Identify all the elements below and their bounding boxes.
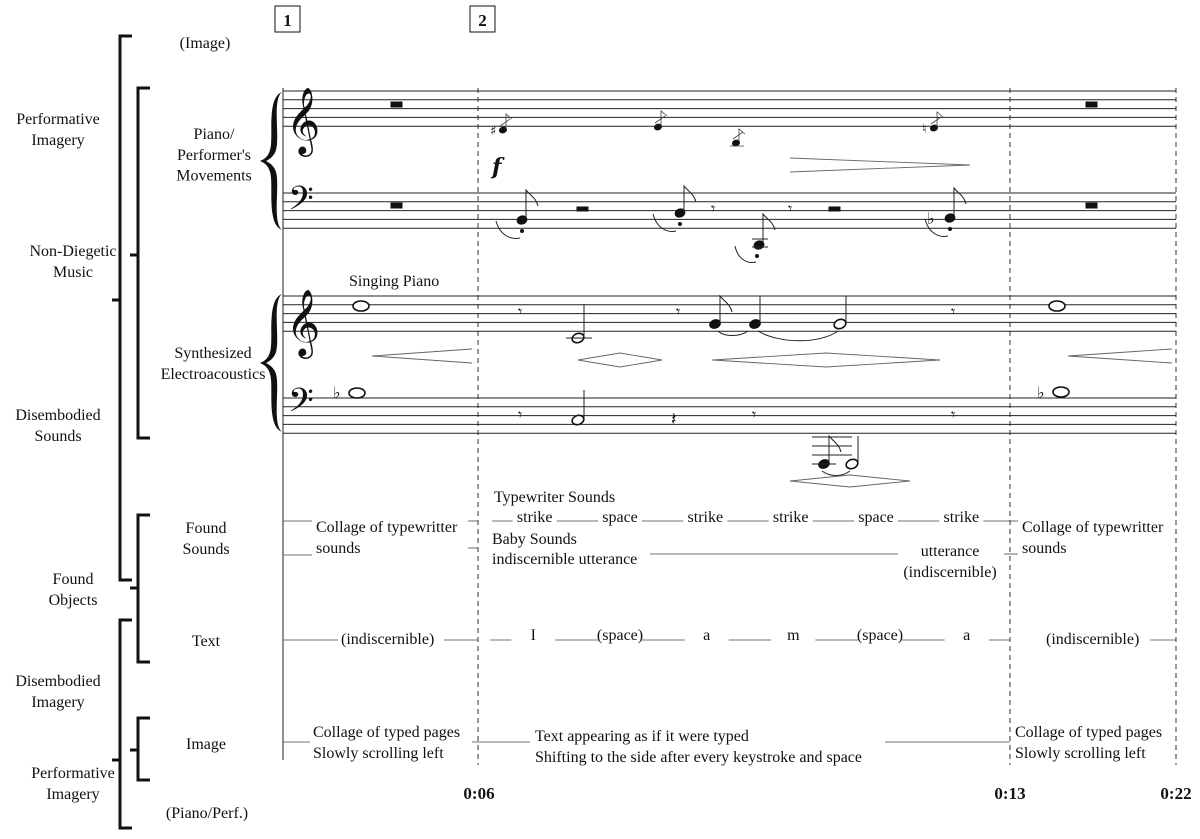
marker-2-label: 2: [478, 11, 487, 30]
timestamp-0-13: 0:13: [994, 784, 1026, 803]
lower-category-brace: [112, 620, 132, 828]
hairpin-diamond: [790, 475, 910, 487]
track-piano-perf: (Piano/Perf.): [165, 805, 249, 822]
text-right: (indiscernible): [1046, 631, 1140, 648]
text-item-3: m: [787, 627, 800, 644]
track-image: Image: [186, 736, 226, 753]
svg-text:♮: ♮: [922, 122, 927, 137]
track-found-sounds: Found Sounds: [182, 520, 230, 558]
whole-note: [1049, 301, 1065, 311]
inner-brace-found: [130, 515, 150, 662]
inner-brace-piano: [130, 88, 150, 438]
hairpin-diamond: [578, 353, 662, 367]
svg-text:♯: ♯: [490, 124, 497, 139]
inner-brace-image: [130, 718, 150, 780]
text-item-0: I: [530, 627, 536, 644]
marker-1-label: 1: [283, 11, 292, 30]
synth-system-brace: [260, 294, 282, 432]
track-synth: Synthesized Electroacoustics: [160, 345, 266, 383]
baby-utterance: indiscernible utterance: [492, 551, 638, 568]
typewriter-item-0: strike: [516, 509, 553, 526]
treble-clef-icon: 𝄞: [286, 86, 321, 154]
whole-note-flat: [1037, 383, 1069, 402]
category-disembodied-imagery: Disembodied Imagery: [15, 673, 101, 711]
text-item-5: a: [963, 627, 971, 644]
decrescendo-hairpin: [790, 158, 970, 172]
whole-rest: [391, 102, 402, 107]
rest-eighth: 𝄾: [518, 405, 523, 424]
half-rest: [829, 207, 840, 211]
typewriter-sequence: [492, 509, 1004, 526]
grace-note: [654, 111, 667, 131]
typewriter-item-5: strike: [943, 509, 980, 526]
timestamp-0-06: 0:06: [463, 784, 495, 803]
text-sequence: [490, 627, 1010, 644]
whole-rest: [391, 203, 402, 208]
crescendo-hairpin: [372, 349, 472, 363]
typewriter-item-1: space: [602, 509, 638, 526]
dynamic-forte: f: [492, 154, 502, 180]
text-item-1: (space): [596, 627, 644, 644]
singing-piano-label: Singing Piano: [349, 273, 440, 290]
text-item-2: a: [703, 627, 711, 644]
rehearsal-marker-2: [470, 6, 495, 32]
tied-notes: [708, 296, 847, 341]
rest-quarter: 𝄽: [671, 409, 677, 430]
whole-note-flat: [333, 383, 365, 402]
utterance-right: utterance (indiscernible): [903, 543, 997, 581]
half-rest: [577, 207, 588, 211]
typewriter-item-2: strike: [687, 509, 724, 526]
rest-eighth: 𝄾: [676, 302, 681, 321]
category-performative-imagery-top: Performative Imagery: [16, 111, 100, 149]
staves: [283, 91, 1176, 433]
grace-note: [922, 112, 943, 137]
typewriter-header: Typewriter Sounds: [494, 489, 616, 506]
typewriter-item-3: strike: [772, 509, 809, 526]
category-disembodied-sounds: Disembodied Sounds: [15, 407, 101, 445]
timestamp-0-22: 0:22: [1160, 784, 1192, 803]
low-tied-notes: [812, 436, 859, 476]
svg-text:𝄾: 𝄾: [711, 199, 716, 218]
rehearsal-marker-1: [275, 6, 300, 32]
svg-text:♭: ♭: [1037, 383, 1045, 402]
rest-eighth: 𝄾: [752, 405, 757, 424]
bass-eighth-note: [735, 214, 775, 262]
rest-eighth: [788, 199, 792, 218]
svg-text:♭: ♭: [927, 209, 935, 228]
image-middle: Text appearing as if it were typed Shifting to the side after every keystroke and space: [535, 728, 862, 766]
outer-category-brace: [112, 36, 132, 580]
typewriter-item-4: space: [858, 509, 894, 526]
svg-text:♭: ♭: [333, 383, 341, 402]
rest-eighth: 𝄾: [951, 405, 956, 424]
bass-eighth-note-flat: [925, 188, 966, 236]
rest-eighth: 𝄾: [518, 302, 523, 321]
category-found-objects: Found Objects: [48, 571, 98, 609]
baby-header: Baby Sounds: [492, 531, 577, 548]
whole-note: [353, 301, 369, 311]
bass-clef-icon: 𝄢: [288, 382, 314, 428]
track-text: Text: [191, 633, 221, 650]
svg-text:𝄾: 𝄾: [788, 199, 793, 218]
text-item-4: (space): [856, 627, 904, 644]
found-collage-right: Collage of typewritter sounds: [1022, 519, 1164, 557]
grace-note: [730, 129, 745, 147]
found-collage-left: Collage of typewritter sounds: [316, 519, 458, 557]
treble-clef-icon: 𝄞: [286, 288, 321, 356]
crescendo-hairpin: [1068, 349, 1172, 363]
hairpin-diamond: [712, 353, 940, 367]
rest-eighth: [711, 199, 715, 218]
bass-clef-icon: 𝄢: [288, 180, 314, 226]
rest-eighth: 𝄾: [951, 302, 956, 321]
text-left: (indiscernible): [341, 631, 435, 648]
image-left: Collage of typed pages Slowly scrolling left: [313, 724, 461, 762]
piano-system-brace: [260, 92, 282, 230]
half-note: [566, 304, 592, 344]
half-note: [571, 390, 585, 426]
whole-rest: [1086, 102, 1097, 107]
category-non-diegetic-music: Non-Diegetic Music: [29, 243, 117, 281]
image-right: Collage of typed pages Slowly scrolling left: [1015, 724, 1163, 762]
bass-eighth-note: [496, 190, 538, 238]
track-piano: Piano/ Performer's Movements: [176, 126, 252, 185]
whole-rest: [1086, 203, 1097, 208]
category-performative-imagery-bottom: Performative Imagery: [31, 765, 115, 803]
track-image-top: (Image): [179, 35, 231, 52]
